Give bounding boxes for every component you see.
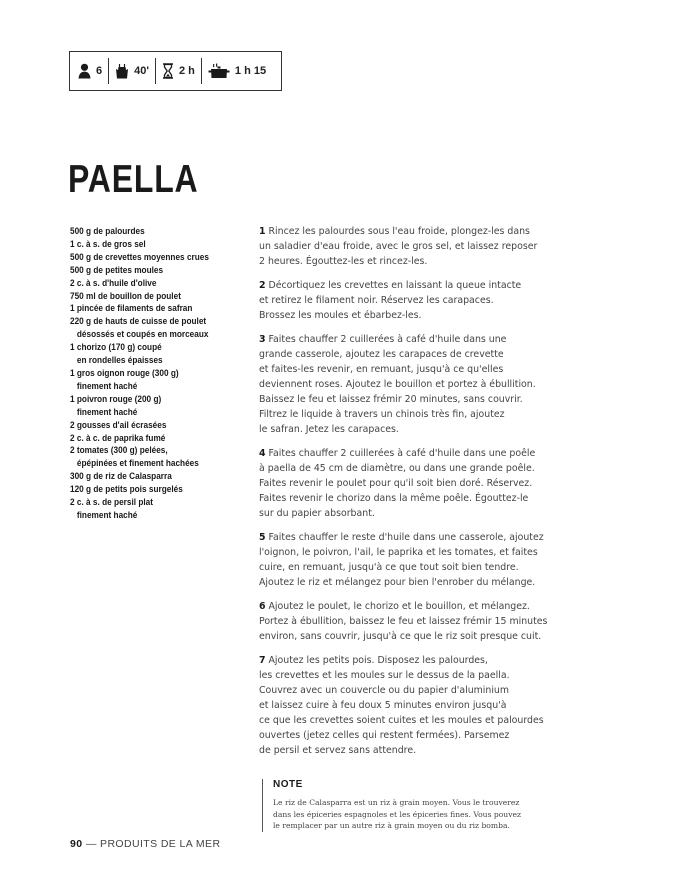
cooking-pot-icon [208, 63, 230, 79]
cook-time-value: 1 h 15 [234, 65, 267, 77]
step-line: Rincez les palourdes sous l'eau froide, plongez-les dans [268, 226, 530, 237]
ingredient-line: 500 g de crevettes moyennes crues [70, 251, 209, 263]
ingredient-line: finement haché [70, 509, 138, 521]
step-line: un saladier d'eau froide, avec le gros sel, et laissez reposer [259, 241, 538, 252]
page-footer [70, 838, 220, 850]
step-line: et faites-les revenir, en remuant, jusqu'à ce qu'elles [259, 364, 504, 375]
ingredient-line: désossés et coupés en morceaux [70, 329, 209, 341]
ingredient-line: 2 c. à c. de paprika fumé [70, 432, 166, 444]
step-line: Ajoutez les petits pois. Disposez les palourdes, [268, 655, 488, 666]
servings-value: 6 [96, 65, 103, 77]
ingredient-line: 300 g de riz de Calasparra [70, 471, 172, 483]
step-1 [259, 224, 539, 269]
ingredient-line: finement haché [70, 406, 138, 418]
step-line: Faites chauffer 2 cuillerées à café d'huile dans une [268, 334, 507, 345]
step-number: 6 [259, 601, 266, 612]
step-line: Ajoutez le riz et mélangez pour bien l'enrober du mélange. [259, 577, 536, 588]
step-line: Faites revenir le chorizo dans la même poêle. Égouttez-le [259, 493, 529, 504]
step-3 [259, 332, 539, 437]
step-number: 3 [259, 334, 266, 345]
note-line: dans les épiceries espagnoles et les épiceries fines. Vous pouvez [273, 809, 521, 819]
footer-separator: — [85, 838, 97, 850]
ingredient-line: 2 tomates (300 g) pelées, [70, 445, 168, 457]
step-line: et retirez le filament noir. Réservez les carapaces. [259, 295, 494, 306]
servings-cell [70, 58, 108, 84]
apron-icon [115, 63, 129, 79]
ingredient-line: en rondelles épaisses [70, 355, 163, 367]
step-line: cuire, en remuant, jusqu'à ce que tout soit bien tendre. [259, 562, 519, 573]
recipe-info-bar [69, 51, 282, 91]
method-steps [259, 224, 548, 767]
step-line: 2 heures. Égouttez-les et rincez-les. [259, 256, 428, 267]
ingredient-line: 500 g de palourdes [70, 226, 145, 237]
step-line: environ, sans couvrir, jusqu'à ce que le riz soit presque cuit. [259, 631, 542, 642]
ingredient-line: 1 pincée de filaments de safran [70, 303, 193, 315]
ingredient-line: 220 g de hauts de cuisse de poulet [70, 316, 207, 328]
ingredient-line: 1 chorizo (170 g) coupé [70, 342, 162, 354]
section-name: PRODUITS DE LA MER [100, 838, 221, 850]
step-line: Baissez le feu et laissez frémir 20 minutes, sans couvrir. [259, 394, 523, 405]
step-line: à paella de 45 cm de diamètre, ou dans une grande poêle. [259, 463, 535, 474]
step-number: 1 [259, 226, 266, 237]
step-number: 5 [259, 532, 266, 543]
step-4 [259, 446, 539, 521]
ingredient-line: 120 g de petits pois surgelés [70, 484, 183, 496]
step-line: Faites revenir le poulet pour qu'il soit bien doré. Réservez. [259, 478, 533, 489]
person-icon [78, 63, 91, 79]
step-line: Filtrez le liquide à travers un chinois très fin, ajoutez [259, 409, 505, 420]
wait-time-value: 2 h [178, 65, 195, 77]
step-line: ouvertes (jetez celles qui restent fermées). Parsemez [259, 730, 510, 741]
step-line: l'oignon, le poivron, l'ail, le paprika et les tomates, et faites [259, 547, 538, 558]
step-2 [259, 278, 539, 323]
step-line: de persil et servez sans attendre. [259, 745, 417, 756]
step-line: ce que les crevettes soient cuites et les moules et palourdes [259, 715, 544, 726]
step-line: sur du papier absorbant. [259, 508, 375, 519]
recipe-title: PAELLA [68, 158, 199, 201]
step-line: et laissez cuire à feu doux 5 minutes environ jusqu'à [259, 700, 507, 711]
step-line: Brossez les moules et ébarbez-les. [259, 310, 422, 321]
step-7 [259, 653, 544, 758]
prep-time-value: 40' [134, 65, 149, 77]
note-box [262, 779, 558, 832]
prep-time-cell [108, 58, 155, 84]
ingredient-line: épépinées et finement hachées [70, 458, 199, 470]
cook-time-cell [201, 58, 272, 84]
ingredient-line: 2 gousses d'ail écrasées [70, 419, 167, 431]
step-line: le safran. Jetez les carapaces. [259, 424, 399, 435]
ingredient-line: 1 gros oignon rouge (300 g) [70, 367, 179, 379]
step-line: Faites chauffer 2 cuillerées à café d'huile dans une poêle [268, 448, 536, 459]
ingredient-line: 1 c. à s. de gros sel [70, 238, 146, 250]
step-line: Décortiquez les crevettes en laissant la queue intacte [268, 280, 522, 291]
step-line: deviennent roses. Ajoutez le bouillon et portez à ébullition. [259, 379, 536, 390]
note-title: NOTE [273, 779, 303, 790]
step-number: 4 [259, 448, 266, 459]
page-number: 90 [70, 838, 83, 850]
ingredient-line: 500 g de petites moules [70, 264, 164, 276]
step-line: Ajoutez le poulet, le chorizo et le bouillon, et mélangez. [268, 601, 530, 612]
note-text [273, 797, 558, 832]
step-6 [259, 599, 548, 644]
ingredient-line: 1 poivron rouge (200 g) [70, 393, 162, 405]
step-line: Couvrez avec un couvercle ou du papier d'aluminium [259, 685, 510, 696]
step-number: 2 [259, 280, 266, 291]
step-line: grande casserole, ajoutez les carapaces de crevette [259, 349, 504, 360]
ingredient-line: 2 c. à s. d'huile d'olive [70, 277, 157, 289]
note-line: Le riz de Calasparra est un riz à grain moyen. Vous le trouverez [273, 798, 520, 807]
step-5 [259, 530, 544, 590]
ingredient-line: finement haché [70, 380, 138, 392]
step-number: 7 [259, 655, 266, 666]
wait-time-cell [155, 58, 201, 84]
ingredient-line: 2 c. à s. de persil plat [70, 497, 154, 509]
step-line: les crevettes et les moules sur le dessus de la paella. [259, 670, 510, 681]
step-line: Faites chauffer le reste d'huile dans une casserole, ajoutez [268, 532, 544, 543]
ingredients-list [70, 226, 255, 523]
step-line: Portez à ébullition, baissez le feu et laissez frémir 15 minutes [259, 616, 548, 627]
ingredient-line: 750 ml de bouillon de poulet [70, 290, 181, 302]
hourglass-icon [162, 63, 174, 79]
note-line: le remplacer par un autre riz à grain moyen ou du riz bomba. [273, 821, 510, 830]
